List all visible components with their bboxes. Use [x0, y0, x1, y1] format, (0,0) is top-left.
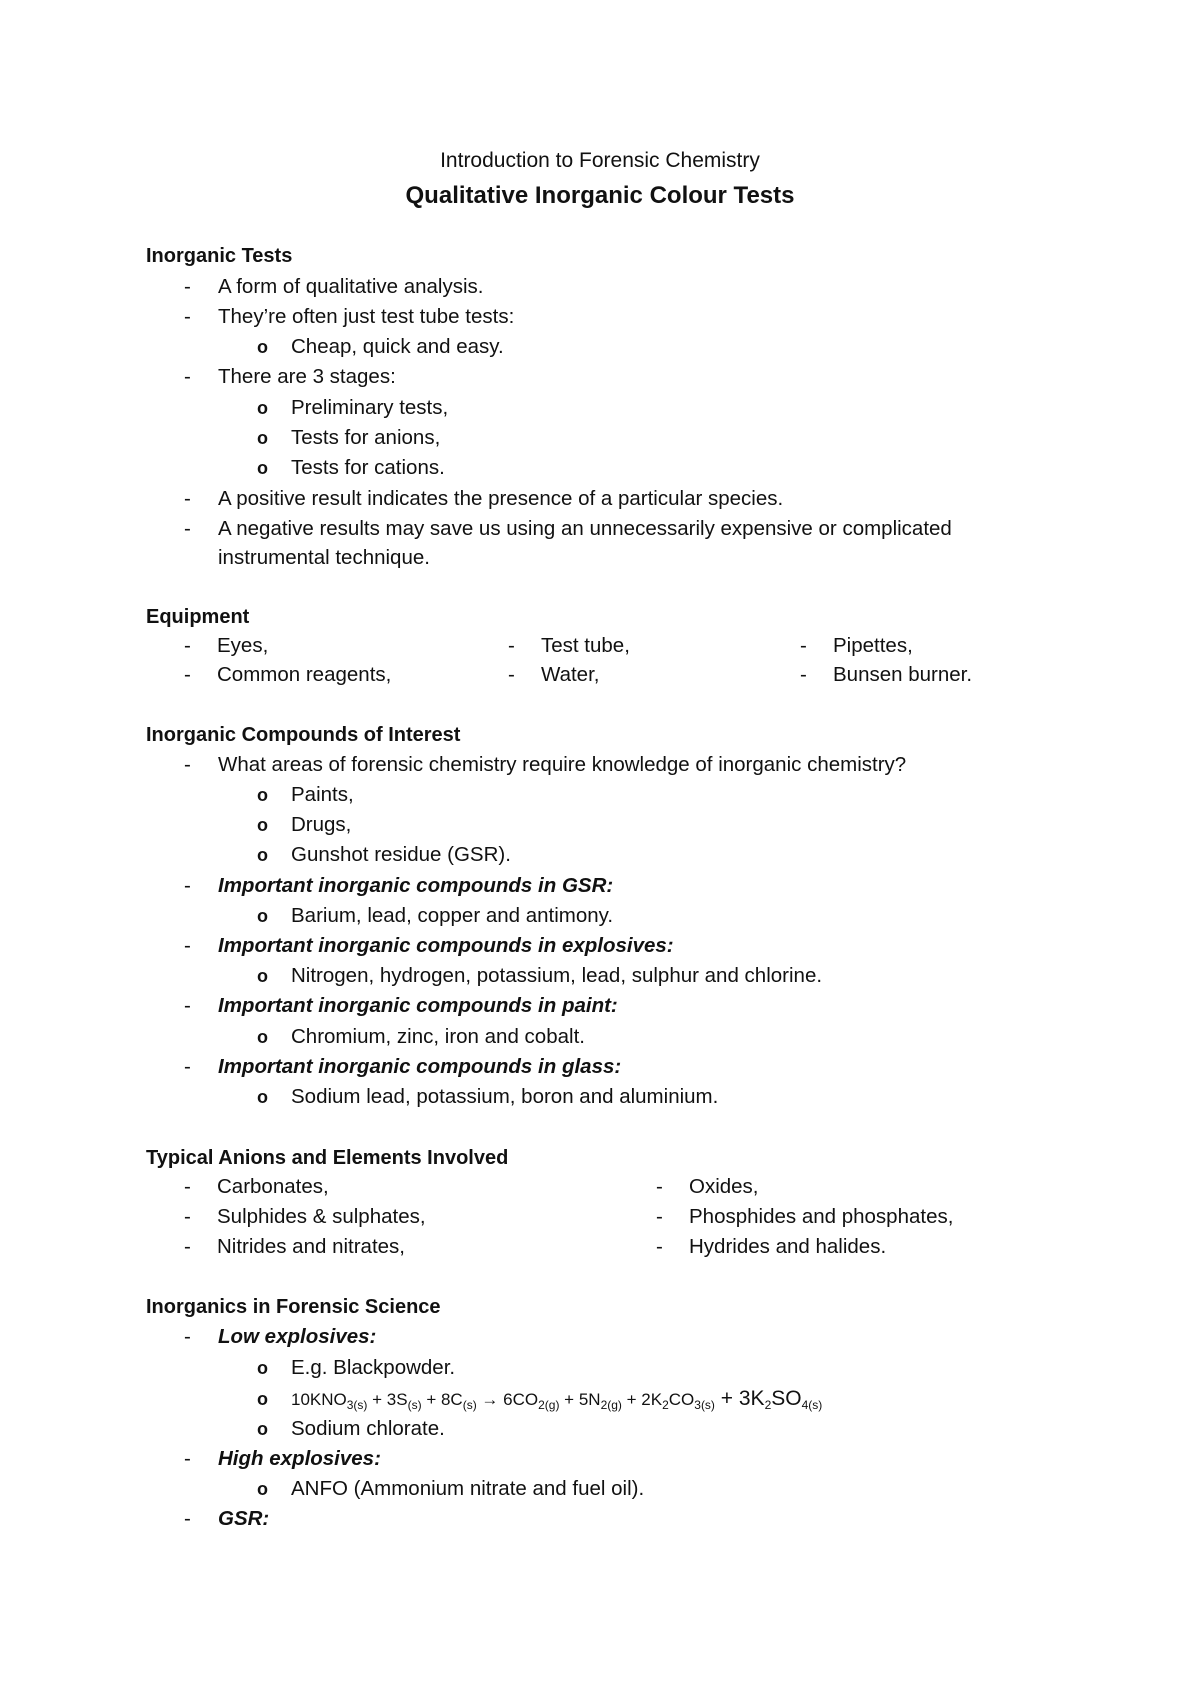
list-item-continuation: instrumental technique. [218, 546, 430, 569]
list-item-text: What areas of forensic chemistry require knowledge of inorganic chemistry? [218, 753, 907, 776]
dash-bullet: - [508, 663, 515, 686]
section-heading-anions: Typical Anions and Elements Involved [146, 1147, 509, 1169]
list-item-text: Important inorganic compounds in GSR: [218, 874, 614, 897]
dash-bullet: - [184, 1507, 191, 1530]
list-item-text: Sodium chlorate. [291, 1417, 445, 1440]
circle-bullet: o [257, 785, 268, 805]
list-item-text: Sulphides & sulphates, [217, 1205, 426, 1228]
list-item-text: Pipettes, [833, 634, 913, 657]
list-item-text: There are 3 stages: [218, 365, 396, 388]
circle-bullet: o [257, 1087, 268, 1107]
dash-bullet: - [800, 663, 807, 686]
section-heading-forensic: Inorganics in Forensic Science [146, 1296, 441, 1318]
circle-bullet: o [257, 845, 268, 865]
circle-bullet: o [257, 337, 268, 357]
dash-bullet: - [184, 874, 191, 897]
circle-bullet: o [257, 815, 268, 835]
list-item-text: Drugs, [291, 813, 352, 836]
section-heading-inorganic-tests: Inorganic Tests [146, 245, 293, 267]
list-item-text: Common reagents, [217, 663, 392, 686]
list-item-text: A negative results may save us using an unnecessarily expensive or complicated [218, 517, 952, 540]
list-item-text: A form of qualitative analysis. [218, 275, 484, 298]
dash-bullet: - [508, 634, 515, 657]
dash-bullet: - [184, 1055, 191, 1078]
dash-bullet: - [184, 663, 191, 686]
list-item-text: Paints, [291, 783, 354, 806]
circle-bullet: o [257, 1419, 268, 1439]
list-item-text: Water, [541, 663, 600, 686]
list-item-text: Preliminary tests, [291, 396, 449, 419]
list-item-text: Test tube, [541, 634, 630, 657]
document-subtitle: Qualitative Inorganic Colour Tests [405, 182, 795, 209]
dash-bullet: - [656, 1235, 663, 1258]
list-item-text: Tests for cations. [291, 456, 445, 479]
list-item-text: Nitrides and nitrates, [217, 1235, 406, 1258]
dash-bullet: - [184, 305, 191, 328]
circle-bullet: o [257, 398, 268, 418]
circle-bullet: o [257, 966, 268, 986]
circle-bullet: o [257, 906, 268, 926]
list-item-text: Chromium, zinc, iron and cobalt. [291, 1025, 585, 1048]
circle-bullet: o [257, 1479, 268, 1499]
dash-bullet: - [184, 275, 191, 298]
dash-bullet: - [184, 1175, 191, 1198]
circle-bullet: o [257, 458, 268, 478]
list-item-text: They’re often just test tube tests: [218, 305, 515, 328]
dash-bullet: - [184, 1447, 191, 1470]
document-title: Introduction to Forensic Chemistry [440, 149, 760, 172]
list-item-text: A positive result indicates the presence of a particular species. [218, 487, 784, 510]
section-heading-equipment: Equipment [146, 606, 250, 628]
list-item-text: Gunshot residue (GSR). [291, 843, 511, 866]
dash-bullet: - [184, 994, 191, 1017]
circle-bullet: o [257, 1358, 268, 1378]
list-item-text: Nitrogen, hydrogen, potassium, lead, sulphur and chlorine. [291, 964, 823, 987]
dash-bullet: - [656, 1205, 663, 1228]
list-item-text: Cheap, quick and easy. [291, 335, 504, 358]
section-heading-compounds: Inorganic Compounds of Interest [146, 724, 461, 746]
dash-bullet: - [184, 934, 191, 957]
circle-bullet: o [257, 1027, 268, 1047]
list-item-text: E.g. Blackpowder. [291, 1356, 456, 1379]
dash-bullet: - [184, 634, 191, 657]
circle-bullet: o [257, 1389, 268, 1409]
dash-bullet: - [184, 487, 191, 510]
list-item-text: Hydrides and halides. [689, 1235, 887, 1258]
list-item-text: High explosives: [218, 1447, 381, 1470]
dash-bullet: - [800, 634, 807, 657]
list-item-text: Important inorganic compounds in explosives: [218, 934, 674, 957]
list-item-text: Carbonates, [217, 1175, 329, 1198]
list-item-text: Phosphides and phosphates, [689, 1205, 954, 1228]
list-item-text: Eyes, [217, 634, 269, 657]
dash-bullet: - [184, 517, 191, 540]
chemical-equation: $10KNO_{3(s)} + 3S_{(s)} + 8C_{(s)} \to 6CO_{2(g)} + 5N_{2(g)} + 2K_2CO_{3(s)} + 3K_2SO_{4(s)}$ [291, 1387, 823, 1412]
list-item-text: Barium, lead, copper and antimony. [291, 904, 614, 927]
dash-bullet: - [184, 365, 191, 388]
dash-bullet: - [184, 753, 191, 776]
list-item-text: ANFO (Ammonium nitrate and fuel oil). [291, 1477, 645, 1500]
list-item-text: Sodium lead, potassium, boron and aluminium. [291, 1085, 719, 1108]
dash-bullet: - [184, 1235, 191, 1258]
list-item-text: Important inorganic compounds in glass: [218, 1055, 622, 1078]
list-item-text: Low explosives: [218, 1325, 377, 1348]
dash-bullet: - [184, 1205, 191, 1228]
dash-bullet: - [184, 1325, 191, 1348]
list-item-text: GSR: [218, 1507, 270, 1530]
list-item-text: Important inorganic compounds in paint: [218, 994, 618, 1017]
dash-bullet: - [656, 1175, 663, 1198]
circle-bullet: o [257, 428, 268, 448]
list-item-text: Oxides, [689, 1175, 759, 1198]
list-item-text: Bunsen burner. [833, 663, 973, 686]
list-item-text: Tests for anions, [291, 426, 441, 449]
